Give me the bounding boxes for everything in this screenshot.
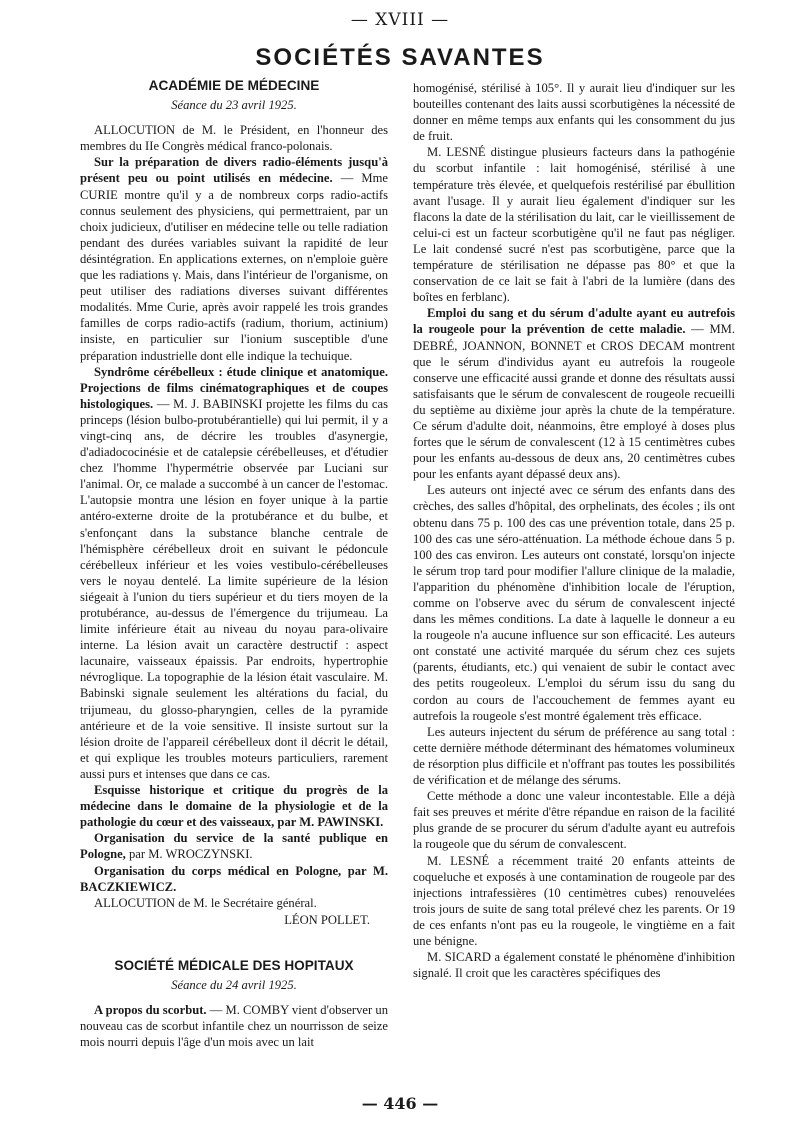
- right-paragraphs: [413, 80, 735, 981]
- paragraph: [80, 895, 388, 911]
- paragraph-text: ALLOCUTION de M. le Président, en l'honneur des membres du IIe Congrès médical franco-polonais.: [80, 123, 388, 154]
- section-heading: SOCIÉTÉS SAVANTES: [255, 44, 545, 71]
- hopitaux-first-paragraph: [80, 1002, 388, 1050]
- paragraph-text: Cette méthode a donc une valeur incontestable. Elle a déjà fait ses preuves et mérite d'être répandue en raison de la facilité plus grande de se procurer du sérum d'adulte ayant eu autrefois la rougeole que du sérum de convalescent.: [413, 789, 735, 852]
- paragraph-text: Les auteurs injectent du sérum de préférence au sang total : cette dernière méthode déterminant des hématomes volumineux de résorption plus difficile et n'offrant pas toutes les possibilités de vérification et de mélange des sérums.: [413, 724, 735, 788]
- paragraph: [413, 853, 735, 950]
- left-column: [80, 78, 388, 1050]
- paragraph: [413, 788, 735, 852]
- academie-seance-date: Séance du 23 avril 1925.: [171, 98, 297, 113]
- paragraph: [80, 154, 388, 363]
- paragraph: [413, 482, 735, 723]
- paragraph: [80, 782, 388, 830]
- paragraph-text: homogénisé, stérilisé à 105°. Il y aurait lieu d'indiquer sur les bouteilles contenant des laits aussi scorbutigènes la nécessité de donner en même temps aux enfants qui les consomment du jus de fruit.: [413, 81, 735, 144]
- paragraph-lede: Emploi du sang et du sérum d'adulte ayant eu autrefois la rougeole pour la prévention de cette maladie.: [413, 306, 735, 337]
- paragraph-text: — MM. DEBRÉ, JOANNON, BONNET et CROS DECAM montrent que le sérum d'individus ayant eu autrefois la rougeole conserve une efficacité aussi grande et donne des résultats aussi satisfaisants que le sérum de convalescent de rougeole recueilli du septième au dixième jour après la chute de la température. Ce sérum d'adulte doit, néanmoins, être employé à doses plus fortes que le sérum de convalescent (12 à 15 centimètres cubes pour les enfants au-dessous de deux ans, 20 centimètres cubes pour les enfants ayant dépassé deux ans).: [413, 322, 735, 482]
- paragraph-lede: Syndrôme cérébelleux : étude clinique et anatomique. Projections de films cinématographiques et de coupes histologiques.: [80, 364, 388, 411]
- paragraph-text: — M. COMBY vient d'observer un nouveau cas de scorbut infantile chez un nourrisson de seize mois nourri depuis l'âge d'un mois avec un lait: [80, 1003, 388, 1050]
- paragraph-text: — M. J. BABINSKI projette les films du cas princeps (lésion bulbo-protubérantielle) qui lui permit, il y a vingt-cinq ans, de décrire les troubles d'asynergie, d'adiadococinésie et de catalepsie cérébelleuses, et d'étudier chez l'homme l'hypermétrie observée par Luciani sur l'animal. Or, ce malade a succombé à un cancer de l'estomac. L'autopsie montra une lésion en foyer unique à la partie antéro-externe droite de la protubérance et du bulbe, et s'enfonçant dans la substance blanche centrale de l'hémisphère cérébelleux droit en suivant le pédoncule cérébelleux inférieur et les voies vestibulo-cérébelleuses vers le noyau dentelé. La limite supérieure de la lésion siégeait à l'union du tiers supérieur et du tiers moyen de la protubérance, au-dessus de l'émergence du trijumeau. La limite inférieure était au niveau du noyau para-olivaire interne. La lésion avait un caractère destructif : aspect lacunaire, vaisseaux épaissis. Par endroits, hypertrophie névroglique. La topographie de la lésion était vasculaire. M. Babinski signale seulement les altérations du facial, du trijumeau, du glosso-pharyngien, celles de la pyramide antérieure et de la voie sensitive. Il insiste surtout sur la lésion droite de l'appareil cérébelleux dont il décrit le détail, et qui explique les troubles moteurs particuliers, rarement aussi purs et intenses que dans ce cas.: [80, 396, 388, 781]
- paragraph-text: M. SICARD a également constaté le phénomène d'inhibition signalé. Il croit que les caractères spécifiques des: [413, 950, 735, 981]
- paragraph: [80, 863, 388, 895]
- academie-title: ACADÉMIE DE MÉDECINE: [148, 78, 320, 93]
- section-gap: [80, 928, 388, 958]
- paragraph: [413, 305, 735, 482]
- paragraph-text: M. LESNÉ distingue plusieurs facteurs dans la pathogénie du scorbut infantile : lait homogénisé, stérilisé à une température très élevée, et quelquefois restérilisé par ébullition avant l'usage. Il y aurait lieu également d'indiquer sur les flacons la date de la stérilisation du lait, car le vieillissement de celui-ci est un facteur scorbutigène qu'il ne faut pas négliger. Le lait condensé sucré n'est pas scorbutigène, parce que la température de stérilisation ne dépasse pas 80° et que la conservation de ce lait se fait à l'abri de la lumière (dans des boîtes en ferblanc).: [413, 145, 735, 305]
- page-number: — 446 —: [361, 1094, 439, 1113]
- paragraph-lede: Organisation du service de la santé publique en Pologne,: [80, 831, 388, 862]
- paragraph-text: M. LESNÉ a récemment traité 20 enfants atteints de coqueluche et exposés à une contamination de rougeole par des injections intrafessières (10 centimètres cubes) renouvelées trois jours de suite de sang total prélevé chez les parents. Or 19 de ces enfants n'ont pas eu la rougeole, le vingtième en a fait une bénigne.: [413, 853, 735, 948]
- paragraph: [413, 80, 735, 144]
- hopitaux-seance-date: Séance du 24 avril 1925.: [171, 977, 297, 992]
- hopitaux-title: SOCIÉTÉ MÉDICALE DES HOPITAUX: [114, 957, 354, 973]
- paragraph: [80, 830, 388, 862]
- paragraph: [80, 364, 388, 782]
- paragraph-text: Les auteurs ont injecté avec ce sérum des enfants dans des crèches, des salles d'hôpital, des orphelinats, des écoles ; ils ont obtenu dans 75 p. 100 des cas une prévention totale, dans 25 p. 100 des cas une séro-atténuation. La méthode échoue dans 5 p. 100 des cas environ. Les auteurs ont constaté, lorsqu'on injecte le sérum trop tard pour modifier l'allure clinique de la maladie, l'apparition du phénomène d'inhibition locale de l'éruption, comme on l'observe avec du sérum de convalescent injecté dans les mêmes conditions. La date à laquelle le donneur a eu la rougeole n'a aucune influence sur son efficacité. Les auteurs ont constaté une activité marquée du sérum chez ces sujets (parents, étudiants, etc.) qui venaient de subir le contact avec des petits rougeoleux. L'emploi du sérum issu du sang du cordon au cours de l'accouchement de femmes ayant eu autrefois la rougeole s'est montré également très efficace.: [413, 483, 735, 723]
- paragraph: [413, 949, 735, 981]
- paragraph-text: — Mme CURIE montre qu'il y a de nombreux corps radio-actifs connus seulement des physiciens, qui permettraient, par un choix judicieux, d'utiliser en médecine telle ou telle radiation pendant des durées variables suivant la rapidité de leur désintégration. En applications externes, on n'emploie guère que les radiations γ. Mais, dans l'intérieur de l'organisme, on peut utiliser des radiations diverses suivant différentes modalités. Mme Curie, après avoir rappelé les trois grandes familles de corps radio-actifs (radium, thorium, actinium) insiste, en particulier sur l'ionium susceptible d'une préparation industrielle dont elle indique la techuique.: [80, 171, 388, 363]
- paragraph-text: ALLOCUTION de M. le Secrétaire général.: [94, 895, 317, 910]
- paragraph: [80, 122, 388, 154]
- paragraph-lede: Esquisse historique et critique du progrès de la médecine dans le domaine de la physiologie et de la pathologie du cœur et des vaisseaux, par M. PAWINSKI.: [80, 783, 388, 830]
- paragraph-text: par M. WROCZYNSKI.: [125, 847, 253, 862]
- paragraph-lede: Organisation du corps médical en Pologne, par M. BACZKIEWICZ.: [80, 863, 388, 894]
- paragraph-lede: A propos du scorbut.: [94, 1003, 207, 1018]
- page-roman-numeral: — XVIII —: [350, 10, 450, 30]
- paragraph: [413, 724, 735, 788]
- right-column: [413, 80, 735, 981]
- academie-signature: LÉON POLLET.: [284, 912, 370, 927]
- academie-paragraphs: [80, 122, 388, 911]
- paragraph: [413, 144, 735, 305]
- paragraph-lede: Sur la préparation de divers radio-éléments jusqu'à présent peu ou point utilisés en médecine.: [80, 155, 388, 186]
